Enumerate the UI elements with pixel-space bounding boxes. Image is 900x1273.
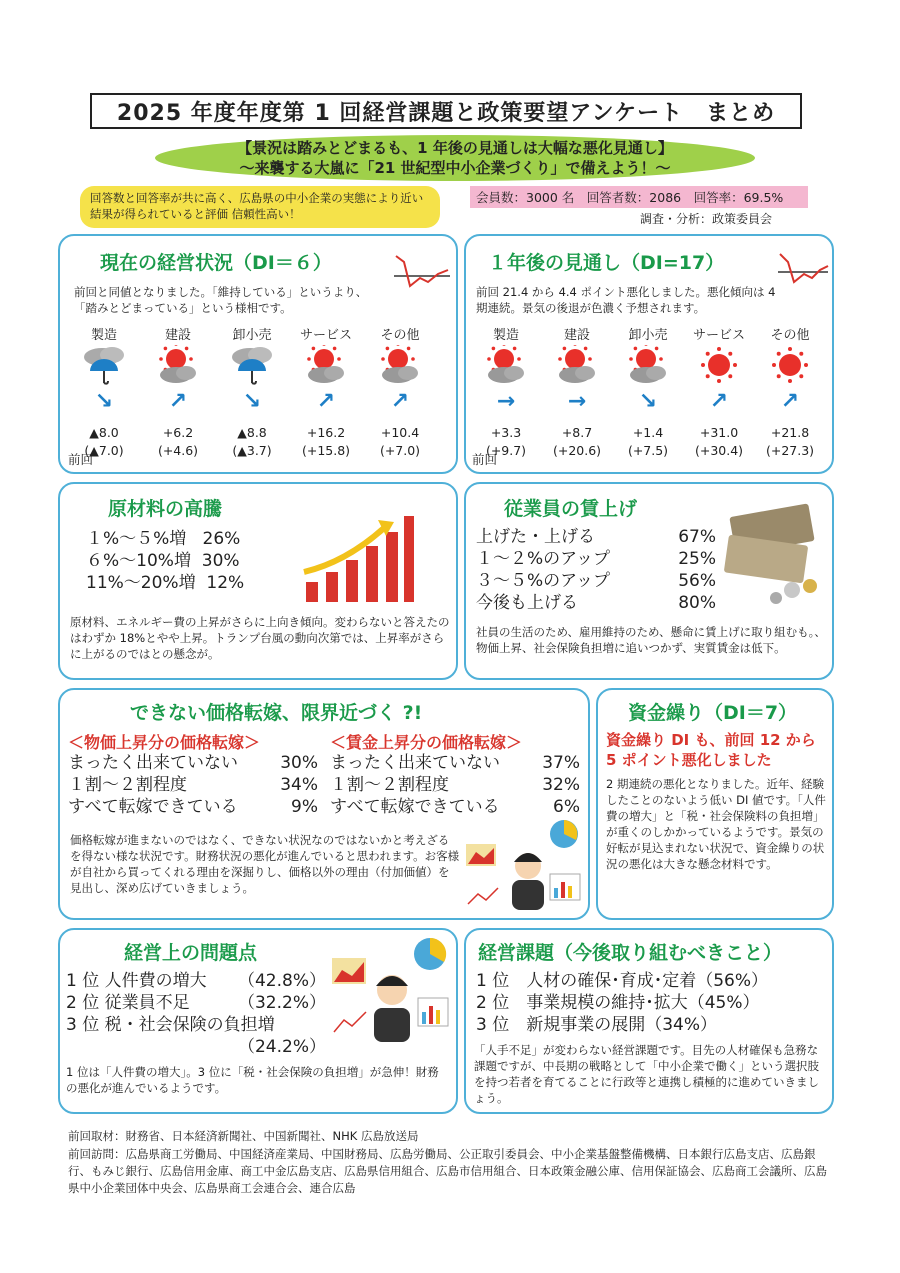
trend-arrow-icon: ↗ — [168, 389, 188, 414]
worried-person-icon — [330, 932, 450, 1044]
list-item: 今後も上げる 80% — [476, 593, 716, 613]
sector-column — [689, 324, 749, 460]
current-title: 現在の経営状況（DI＝６） — [100, 252, 332, 274]
list-item: ３～５%のアップ 56% — [476, 571, 716, 591]
sector-column — [222, 324, 282, 460]
sun-icon — [689, 345, 749, 385]
sun-cloud-icon — [476, 345, 536, 385]
outlook-title: １年後の見通し（DI=17） — [488, 252, 725, 274]
trend-arrow-icon: ↘ — [94, 389, 114, 414]
tasks-desc: 「人手不足」が変わらない経営課題です。目先の人材確保も急務な課題ですが、中長期の戦略として「中小企業で働く」という選択肢を持つ若者を育てることに行政等と連携し積極的に進めていきましょう。 — [474, 1043, 819, 1105]
current-desc: 前回と同値となりました。「維持している」というより、「踏みとどまっている」という様相です。 — [74, 285, 368, 315]
list-item: すべて転嫁できている 6% — [330, 797, 580, 817]
sector-name: 卸小売 — [232, 328, 272, 343]
funding-title: 資金繰り（DI＝7） — [628, 702, 798, 724]
list-item: まったく出来ていない 37% — [330, 753, 580, 773]
list-item: すべて転嫁できている 9% — [68, 797, 318, 817]
pricing-desc: 価格転嫁が進まないのではなく、できない状況なのではないかと考えざるを得ない様な状況です。財務状況の悪化が進んでいると思われます。お客様が自社から買ってくれる理由を深掘りし、価格以外の理由（付加価値）を見出し、深め広げていきましょう。 — [70, 833, 460, 895]
list-item: １割～２割程度 34% — [68, 775, 318, 795]
problems-desc: 1 位は「人件費の増大」。3 位に「税・社会保険の負担増」が急伸！財務の悪化が進んでいるようです。 — [66, 1065, 439, 1095]
sun-cloud-icon — [370, 345, 430, 385]
sector-column — [618, 324, 678, 460]
byline: 調査・分析：政策委員会 — [640, 212, 773, 226]
di-previous: (+27.3) — [765, 443, 815, 458]
sector-name: 製造 — [492, 328, 519, 343]
sun-cloud-icon — [296, 345, 356, 385]
problems-title: 経営上の問題点 — [124, 942, 258, 964]
di-previous: (▲3.7) — [232, 443, 272, 458]
line-chart-icon — [390, 248, 454, 292]
panel-wages — [464, 482, 834, 680]
di-previous: (+30.4) — [694, 443, 744, 458]
list-item: １～２%のアップ 25% — [476, 549, 716, 569]
current-sectors — [74, 324, 444, 458]
trend-arrow-icon: ↗ — [390, 389, 410, 414]
funding-desc: 2 期連続の悪化となりました。近年、経験したことのないよう低い DI 値です。「人件費の増大」と「税・社会保険料の負担増」が重くのしかかっているようです。景気の好転が見込まれない状況で、資金繰りの状況の悪化は大きな懸念材料です。 — [606, 777, 826, 871]
trend-arrow-icon: ↗ — [316, 389, 336, 414]
di-value: +21.8 — [770, 425, 810, 440]
list-item: 上げた・上げる 67% — [476, 527, 716, 547]
di-previous: (+7.0) — [379, 443, 421, 458]
sector-name: 建設 — [164, 328, 191, 343]
page-title: 2025 年度年度第 1 回経営課題と政策要望アンケート まとめ — [90, 93, 802, 129]
list-item: 3 位 税・社会保険の負担増 — [66, 1015, 275, 1035]
price-pass-through-list — [68, 752, 318, 818]
sun-icon — [760, 345, 820, 385]
sector-column — [148, 324, 208, 460]
sun-cloud-icon — [618, 345, 678, 385]
panel-outlook — [464, 234, 834, 474]
di-previous: (+9.7) — [485, 443, 527, 458]
prev-label: 前回 — [472, 452, 498, 467]
headline-banner — [155, 135, 755, 181]
di-previous: (+4.6) — [157, 443, 199, 458]
di-value: +31.0 — [699, 425, 739, 440]
trend-arrow-icon: → — [567, 389, 587, 414]
panel-materials — [58, 482, 458, 680]
wage-pass-through-heading: ＜賃金上昇分の価格転嫁＞ — [330, 733, 523, 752]
list-item: １割～２割程度 32% — [330, 775, 580, 795]
pricing-title: できない価格転嫁、限界近づく ?! — [130, 702, 423, 724]
materials-desc: 原材料、エネルギー費の上昇がさらに上向き傾向。変わらないと答えたのはわずか 18%とやや上昇。トランプ台風の動向次第では、上昇率がさらに上がるのではとの懸念が。 — [70, 615, 450, 661]
list-item: まったく出来ていない 30% — [68, 753, 318, 773]
money-icon — [718, 500, 828, 610]
list-item: １%～５%増 26% — [86, 529, 241, 549]
di-previous: (+7.5) — [627, 443, 669, 458]
footer-interviews: 前回取材：財務省、日本経済新聞社、中国新聞社、NHK 広島放送局 — [68, 1129, 419, 1143]
sector-column — [547, 324, 607, 460]
panel-pricing — [58, 688, 590, 920]
footer-visits: 前回訪問：広島県商工労働局、中国経済産業局、中国財務局、広島労働局、公正取引委員会、中小企業基盤整備機構、日本銀行広島支店、広島銀行、もみじ銀行、広島信用金庫、商工中金広島支店、広島県信用組合、広島市信用組合、日本政策金融公庫、信用保証協会、広島商工会議所、広島県中小企業団体中央会、広島県商工会連合会、連合広島 — [68, 1147, 827, 1195]
di-value: +3.3 — [490, 425, 522, 440]
wages-list — [476, 526, 716, 614]
di-value: +1.4 — [632, 425, 664, 440]
worried-person-icon — [464, 814, 584, 914]
di-value: ▲8.0 — [89, 425, 119, 440]
funding-headline: 資金繰り DI も、前回 12 から 5 ポイント悪化しました — [606, 731, 816, 769]
reliability-note: 回答数と回答率が共に高く、広島県の中小企業の実態により近い結果が得られていると評価 信頼性高い！ — [80, 186, 440, 228]
di-previous: (▲7.0) — [84, 443, 124, 458]
prev-label: 前回 — [68, 452, 94, 467]
banner-line-1: 【景況は踏みとどまるも、1 年後の見通しは大幅な悪化見通し】 — [237, 139, 673, 157]
sector-column — [370, 324, 430, 460]
trend-arrow-icon: ↘ — [638, 389, 658, 414]
sector-column — [296, 324, 356, 460]
tasks-list — [476, 970, 796, 1036]
problems-list — [66, 970, 326, 1058]
sector-name: 製造 — [90, 328, 117, 343]
sector-name: その他 — [770, 328, 810, 343]
response-stats: 会員数：3000 名 回答者数：2086 回答率：69.5% — [470, 186, 808, 208]
list-item: 1 位 人件費の増大 （42.8%） — [66, 971, 326, 991]
trend-arrow-icon: ↗ — [709, 389, 729, 414]
sector-name: サービス — [299, 328, 352, 343]
line-chart-icon — [776, 248, 830, 288]
di-value: +8.7 — [561, 425, 593, 440]
outlook-desc: 前回 21.4 から 4.4 ポイント悪化しました。悪化傾向は 4 期連続。景気の後退が色濃く予想されます。 — [476, 285, 776, 315]
list-item: 1 位 人材の確保･育成･定着（56%） — [476, 971, 769, 991]
list-item: （24.2%） — [237, 1037, 326, 1057]
materials-title: 原材料の高騰 — [108, 498, 223, 520]
list-item: 3 位 新規事業の展開（34%） — [476, 1015, 718, 1035]
panel-funding — [596, 688, 834, 920]
wages-title: 従業員の賃上げ — [504, 498, 638, 520]
sector-name: 卸小売 — [628, 328, 668, 343]
umbrella-rain-icon — [222, 345, 282, 385]
trend-arrow-icon: ↗ — [780, 389, 800, 414]
di-previous: (+20.6) — [552, 443, 602, 458]
list-item: ６%～10%増 30% — [86, 551, 240, 571]
di-value: +6.2 — [162, 425, 194, 440]
di-value: +10.4 — [380, 425, 420, 440]
sector-name: その他 — [380, 328, 420, 343]
list-item: 2 位 事業規模の維持･拡大（45%） — [476, 993, 760, 1013]
umbrella-rain-icon — [74, 345, 134, 385]
sector-name: サービス — [692, 328, 745, 343]
di-previous: (+15.8) — [301, 443, 351, 458]
trend-arrow-icon: ↘ — [242, 389, 262, 414]
trend-arrow-icon: → — [496, 389, 516, 414]
list-item: 11%～20%増 12% — [86, 573, 245, 593]
price-pass-through-heading: ＜物価上昇分の価格転嫁＞ — [68, 733, 261, 752]
sun-cloud-icon — [148, 345, 208, 385]
materials-list — [86, 528, 286, 594]
tasks-title: 経営課題（今後取り組むべきこと） — [478, 942, 783, 964]
outlook-sectors — [476, 324, 831, 458]
sector-name: 建設 — [563, 328, 590, 343]
wages-desc: 社員の生活のため、雇用維持のため、懸命に賃上げに取り組むも。、物価上昇、社会保険負担増に追いつかず、実質賃金は低下。 — [476, 625, 826, 655]
sector-column — [760, 324, 820, 460]
di-value: ▲8.8 — [237, 425, 267, 440]
sun-cloud-icon — [547, 345, 607, 385]
sector-column — [476, 324, 536, 460]
banner-line-2: ～来襲する大嵐に「21 世紀型中小企業づくり」で備えよう！～ — [239, 159, 671, 177]
panel-current-situation — [58, 234, 458, 474]
sector-column — [74, 324, 134, 460]
panel-problems — [58, 928, 458, 1114]
rising-bar-chart-icon — [296, 512, 416, 604]
panel-tasks — [464, 928, 834, 1114]
wage-pass-through-list — [330, 752, 580, 818]
di-value: +16.2 — [306, 425, 346, 440]
list-item: 2 位 従業員不足 （32.2%） — [66, 993, 326, 1013]
